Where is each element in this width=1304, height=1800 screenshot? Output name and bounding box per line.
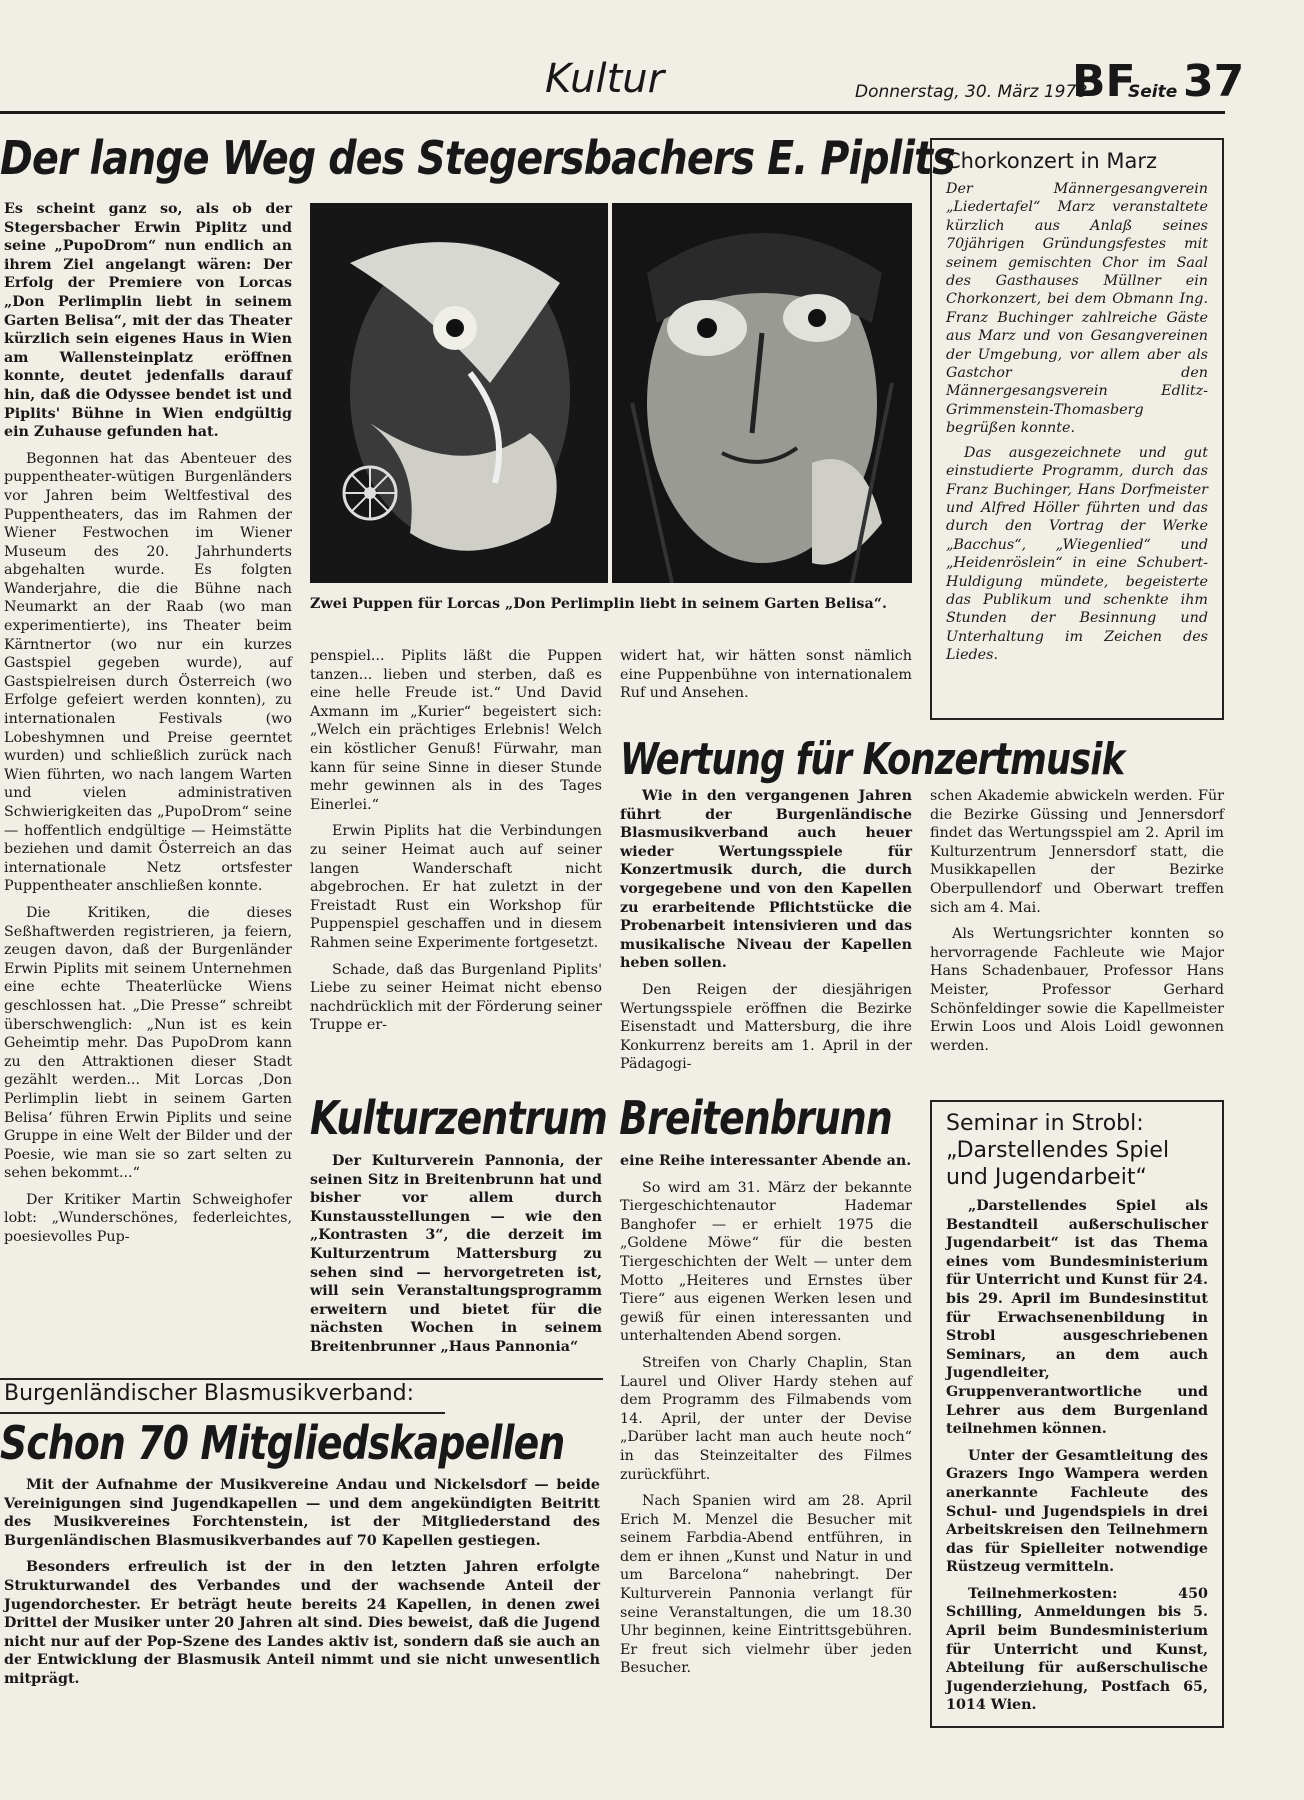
section-title: Kultur [545, 56, 665, 102]
piplits-paragraph-3: Der Kritiker Martin Schweighofer lobt: „Wunderschönes, federleichtes, poesievolles Pup- [4, 1191, 292, 1246]
seminar-paragraph-2: Unter der Gesamtleitung des Grazers Ingo Wampera werden anerkannte Fachleute des Schul- und Jugendspiels in drei Arbeitskreisen den Teilnehmern das für Spielleiter notwendige Rüstzeug vermitteln. [946, 1447, 1208, 1576]
piplits-lead: Es scheint ganz so, als ob der Stegersbacher Erwin Piplitz und seine „PupoDrom“ nun endlich an ihrem Ziel angelangt wären: Der Erfolg der Premiere von Lorcas „Don Perlimplin liebt in seinem Garten Belisa“, mit der das Theater kürzlich sein eigenes Haus in Wien am Wallensteinplatz eröffnen konnte, deutet jedenfalls darauf hin, daß die Odyssee bendet ist und Piplits' Bühne in Wien endgültig ein Zuhause gefunden hat. [4, 201, 292, 441]
wertung-paragraph-2: schen Akademie abwickeln werden. Für die Bezirke Güssing und Jennersdorf findet das Wertungsspiel am 2. April im Kulturzentrum Jennersdorf statt, die Musikkapellen der Bezirke Oberpullendorf und Oberwart treffen sich am 4. Mai. [930, 788, 1224, 916]
breitenbrunn-lead: Der Kulturverein Pannonia, der seinen Sitz in Breitenbrunn hat und bisher vor allem durch Kunstausstellungen — wie den „Kontrasten 3“, die derzeit im Kulturzentrum Mattersburg zu sehen sind — hervorgetreten ist, will sein Veranstaltungsprogramm erweitern und bietet für die nächsten Wochen in seinem Breitenbrunner „Haus Pannonia“ [310, 1153, 602, 1355]
blasmusik-kicker-rule [0, 1412, 445, 1414]
wertung-column-2 [930, 787, 1224, 1063]
puppet-photo-left [310, 203, 608, 583]
chorkonzert-title: Chorkonzert in Marz [946, 149, 1157, 173]
photo-caption: Zwei Puppen für Lorcas „Don Perlimplin liebt in seinem Garten Belisa“. [310, 596, 887, 612]
headline-piplits: Der lange Weg des Stegersbachers E. Piplits [0, 131, 955, 185]
header-rule [0, 111, 1225, 114]
headline-blasmusik: Schon 70 Mitgliedskapellen [0, 1416, 565, 1470]
seminar-title: Seminar in Strobl: „Darstellendes Spiel und Jugendarbeit“ [946, 1111, 1170, 1190]
breitenbrunn-paragraph-2: Streifen von Charly Chaplin, Stan Laurel und Oliver Hardy stehen auf dem Programm des Filmabends vom 14. April, der unter der Devise „Darüber lacht man auch heute noch“ in das Steinzeitalter des Filmes zurückführt. [620, 1354, 912, 1483]
breitenbrunn-column-2 [620, 1152, 912, 1686]
breitenbrunn-column-1 [310, 1152, 602, 1365]
wertung-paragraph-3: Als Wertungsrichter konnten so hervorragende Fachleute wie Major Hans Schadenbauer, Professor Hans Meister, Professor Gerhard Schönfeldinger sowie die Kapellmeister Erwin Loos und Alois Loidl gewonnen werden. [930, 926, 1224, 1054]
piplits-paragraph-5: Erwin Piplits hat die Verbindungen zu seiner Heimat auch auf seiner langen Wanderschaft nicht abgebrochen. Er hat zuletzt in der Freistadt Rust ein Workshop für Puppenspiel geschaffen und in diesem Rahmen seine Experimente fortgesetzt. [310, 823, 602, 951]
wertung-column-1 [620, 787, 912, 1082]
puppet-face-left-image [310, 203, 608, 583]
chorkonzert-box [930, 138, 1224, 720]
breitenbrunn-paragraph-3: Nach Spanien wird am 28. April Erich M. Menzel die Besucher mit seinem Farbdia-Abend entführen, in dem er ihnen „Kunst und Natur in und um Barcelona“ nahebringt. Der Kulturverein Pannonia verlangt für seine Veranstaltungen, die um 18.30 Uhr beginnen, keine Eintrittsgebühren. Er freut sich vielmehr über jeden Besucher. [620, 1493, 912, 1677]
piplits-paragraph-4: penspiel... Piplits läßt die Puppen tanzen... lieben und sterben, daß es eine helle Freude ist.“ Und David Axmann im „Kurier“ begeistert sich: „Welch ein prächtiges Erlebnis! Welch ein köstlicher Genuß! Fürwahr, man kann für seine Sinne in dieser Stunde mehr gewinnen als in des Tages Einerlei.“ [310, 648, 602, 813]
piplits-paragraph-7: widert hat, wir hätten sonst nämlich eine Puppenbühne von internationalem Ruf und Ansehen. [620, 648, 912, 702]
headline-breitenbrunn: Kulturzentrum Breitenbrunn [310, 1091, 892, 1145]
blasmusik-body [4, 1476, 600, 1697]
page-label: Seite [1128, 82, 1178, 102]
page-number: 37 [1183, 56, 1245, 107]
piplits-column-2 [310, 647, 602, 1043]
issue-date: Donnerstag, 30. März 1978 [855, 82, 1088, 102]
breitenbrunn-lead-continued: eine Reihe interessanter Abende an. [620, 1153, 912, 1169]
piplits-column-1 [4, 200, 292, 1255]
seminar-box [930, 1100, 1224, 1728]
seminar-paragraph-3: Teilnehmerkosten: 450 Schilling, Anmeldungen bis 5. April beim Bundesministerium für Unterricht und Kunst, Abteilung für außerschulische Jugenderziehung, Postfach 65, 1014 Wien. [946, 1585, 1208, 1714]
chorkonzert-paragraph-2: Das ausgezeichnete und gut einstudierte Programm, durch das Franz Buchinger, Hans Dorfmeister und Alfred Höller führten und das durch den Vortrag der Werke „Bacchus“, „Wiegenlied“ und „Heidenröslein“ in eine Schubert-Huldigung mündete, begeisterte das Publikum und schenkte ihm Stunden der Besinnung und Unterhaltung im Zeichen des Liedes. [946, 444, 1208, 664]
piplits-paragraph-2: Die Kritiken, die dieses Seßhaftwerden registrieren, ja feiern, zeugen davon, daß der Burgenländer Erwin Piplits mit seinem Unternehmen eine echte Theaterlücke Wiens geschlossen hat. „Die Presse“ schreibt überschwenglich: „Nun ist es kein Geheimtip mehr. Das PupoDrom kann zu den Attraktionen dieser Stadt gezählt werden... Mit Lorcas ‚Don Perlimplin liebt in seinem Garten Belisa‘ führen Erwin Piplits und seine Gruppe in eine Welt der Bilder und der Poesie, wie man sie so zart selten zu sehen bekommt...“ [4, 904, 292, 1182]
piplits-column-3 [620, 647, 912, 711]
chorkonzert-paragraph-1: Der Männergesangverein „Liedertafel“ Marz veranstaltete kürzlich aus Anlaß seines 70jährigen Gründungsfestes mit seinem gemischten Chor im Saal des Gasthauses Müllner ein Chorkonzert, bei dem Obmann Ing. Franz Buchinger zahlreiche Gäste aus Marz und von Gesangvereinen der Umgebung, vor allem aber als Gastchor den Männergesangsverein Edlitz-Grimmenstein-Thomasberg begrüßen konnte. [946, 181, 1208, 437]
blasmusik-kicker: Burgenländischer Blasmusikverband: [4, 1381, 415, 1406]
headline-wertung: Wertung für Konzertmusik [620, 734, 1125, 785]
puppet-photo-right [612, 203, 912, 583]
breitenbrunn-paragraph-1: So wird am 31. März der bekannte Tiergeschichtenautor Hademar Banghofer — er erhielt 1975 die „Goldene Möwe“ für die besten Tiergeschichten der Welt — unter dem Motto „Heiteres und Ernstes über Tiere“ aus eigenen Werken lesen und gewiß für einen interessanten und unterhaltenden Abend sorgen. [620, 1179, 912, 1345]
seminar-paragraph-1: „Darstellendes Spiel als Bestandteil außerschulischer Jugendarbeit“ ist das Thema eines vom Bundesministerium für Unterricht und Kunst für 24. bis 29. April im Bundesinstitut für Erwachsenenbildung in Strobl ausgeschriebenen Seminars, an dem auch Jugendleiter, Gruppenverantwortliche und Lehrer aus dem Burgenland teilnehmen können. [946, 1198, 1208, 1438]
piplits-paragraph-1: Begonnen hat das Abenteuer des puppentheater-wütigen Burgenländers vor Jahren beim Weltfestival des Puppentheaters, das im Rahmen der Wiener Festwochen im Wiener Museum des 20. Jahrhunderts abgehalten wurde. Es folgten Wanderjahre, die die Bühne nach Neumarkt an der Raab (wo man experimentierte), ins Theater beim Kärntnertor (wo nur ein kurzes Gastspiel gegeben wurde), auf Gastspielreisen durch Österreich (wo Erfolge gefeiert werden konnten), zu internationalen Festivals (wo Lobeshymnen und Preise geerntet wurden) und schließlich zurück nach Wien führten, wo nach langem Warten und vielen administrativen Schwierigkeiten das „PupoDrom“ seine — hoffentlich endgültige — Heimstätte beziehen und damit Österreich an das internationale Netz ortsfester Puppentheater anschließen konnte. [4, 450, 292, 895]
blasmusik-paragraph-1: Mit der Aufnahme der Musikvereine Andau und Nickelsdorf — beide Vereinigungen sind Jugendkapellen — und dem angekündigten Beitritt des Musikvereines Forchtenstein, ist der Mitgliederstand des Burgenländischen Blasmusikverbandes auf 70 Kapellen gestiegen. [4, 1477, 600, 1549]
wertung-paragraph-1: Den Reigen der diesjährigen Wertungsspiele eröffnen die Bezirke Eisenstadt und Mattersburg, die ihre Konkurrenz bereits am 1. April in der Pädagogi- [620, 981, 912, 1073]
blasmusik-paragraph-2: Besonders erfreulich ist der in den letzten Jahren erfolgte Strukturwandel des Verbandes und der wachsende Anteil der Jugendorchester. Er beträgt heute bereits 24 Kapellen, in denen zwei Drittel der Musiker unter 20 Jahren alt sind. Dies beweist, daß die Jugend nicht nur auf der Pop-Szene des Landes aktiv ist, sondern daß sie auch an der Entwicklung der Blasmusik Anteil nimmt und sie nicht unwesentlich mitprägt. [4, 1559, 600, 1687]
newspaper-logo: BF [1072, 56, 1136, 107]
blasmusik-top-rule [0, 1378, 603, 1380]
wertung-lead: Wie in den vergangenen Jahren führt der Burgenländische Blasmusikverband auch heuer wieder Wertungsspiele für Konzertmusik durch, die durch vorgegebene und von den Kapellen zu erarbeitende Pflichtstücke die Probenarbeit intensivieren und das musikalische Niveau der Kapellen heben sollen. [620, 788, 912, 972]
piplits-paragraph-6: Schade, daß das Burgenland Piplits' Liebe zu seiner Heimat nicht ebenso nachdrücklich mit der Förderung seiner Truppe er- [310, 961, 602, 1034]
puppet-face-right-image [612, 203, 912, 583]
seminar-body [946, 1197, 1208, 1715]
